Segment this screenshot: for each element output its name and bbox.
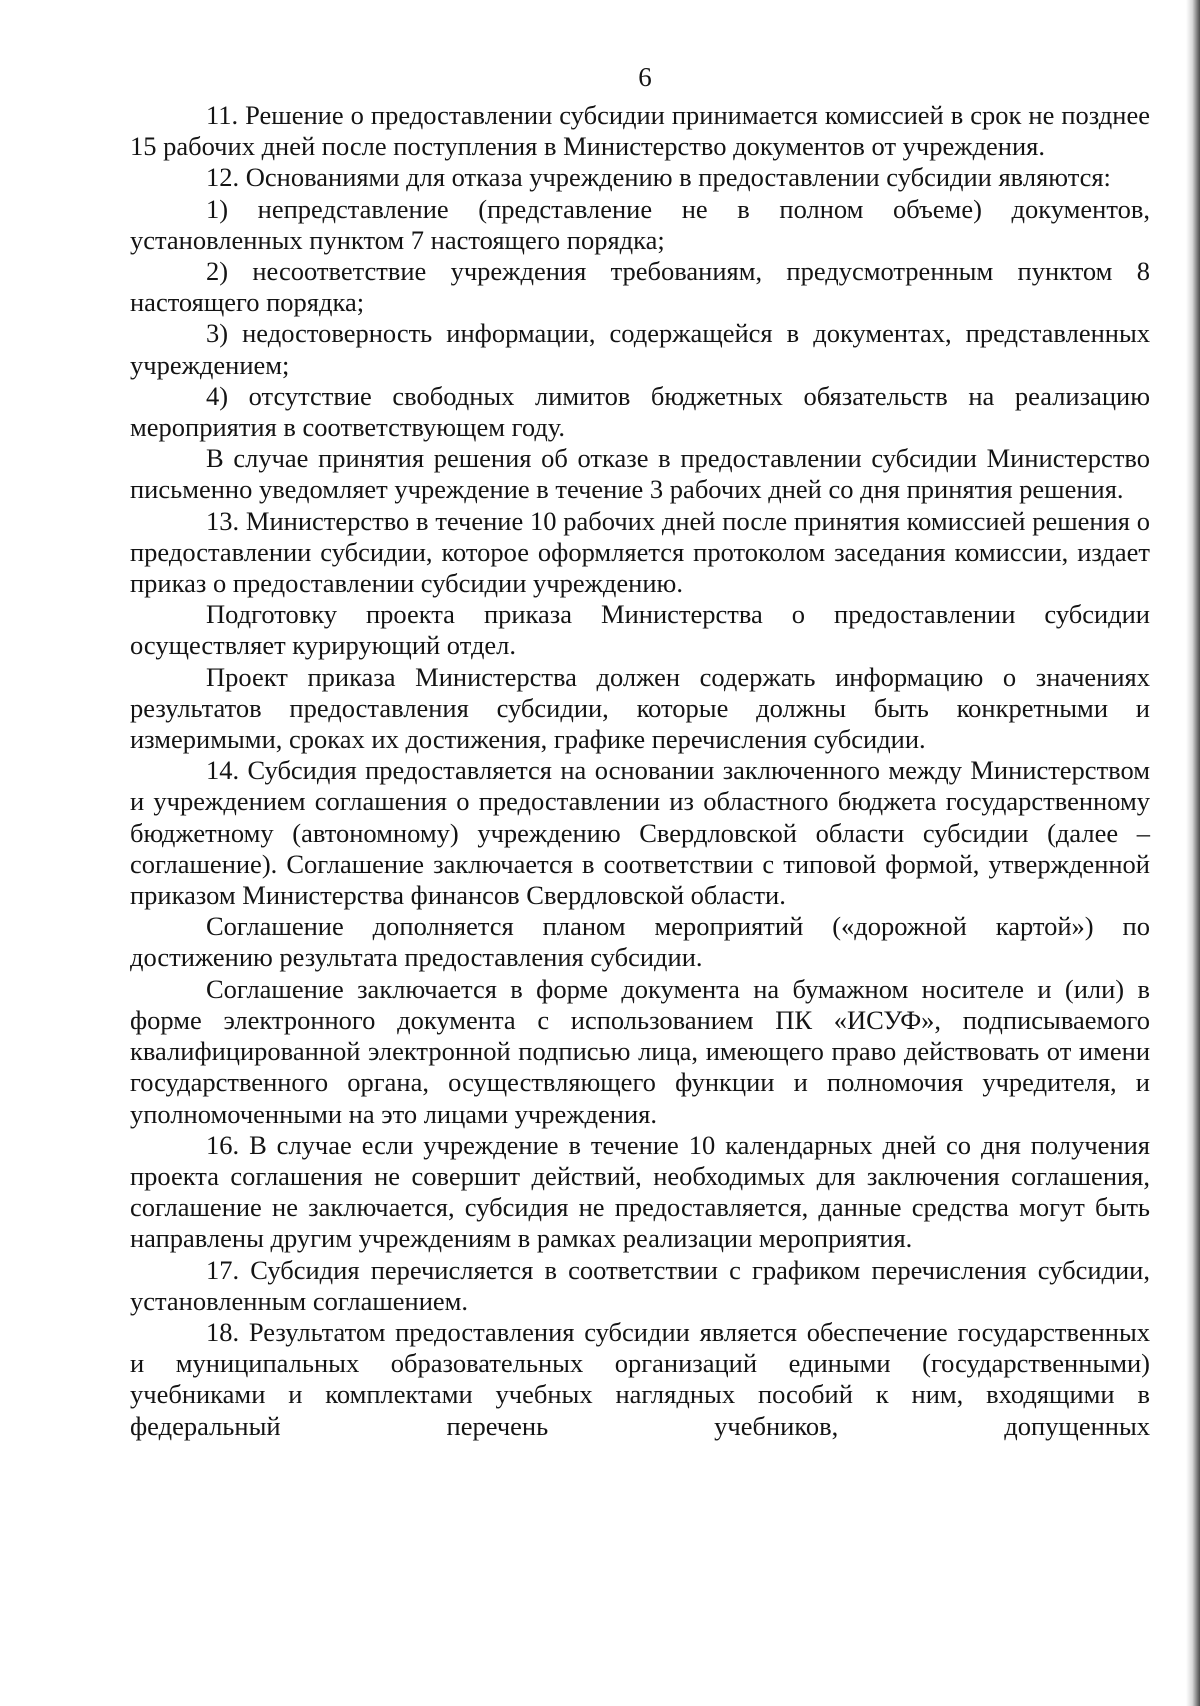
paragraph-12-refusal-grounds: 12. Основаниями для отказа учреждению в предоставлении субсидии являются: — [206, 162, 1111, 193]
scan-edge-shadow — [1186, 0, 1200, 1706]
document-body — [130, 100, 1150, 1442]
paragraph-order-content: Проект приказа Министерства должен содержать информацию о значениях результатов предоставления субсидии, которые должны быть конкретными и измеримыми, сроках их достижения, графике перечисления субсидии. — [130, 661, 1150, 755]
refusal-ground-3: 3) недостоверность информации, содержащейся в документах, представленных учреждением; — [130, 318, 1150, 380]
paragraph-refusal-notification: В случае принятия решения об отказе в предоставлении субсидии Министерство письменно уведомляет учреждение в течение 3 рабочих дней со дня принятия решения. — [130, 443, 1150, 505]
refusal-ground-2: 2) несоответствие учреждения требованиям, предусмотренным пунктом 8 настоящего порядка; — [130, 256, 1150, 318]
refusal-ground-1: 1) непредставление (представление не в полном объеме) документов, установленных пунктом 7 настоящего порядка; — [130, 193, 1150, 255]
paragraph-14-agreement: 14. Субсидия предоставляется на основании заключенного между Министерством и учреждением соглашения о предоставлении из областного бюджета государственному бюджетному (автономному) учреждению Свердловской области субсидии (далее – соглашение). Соглашение заключается в соответствии с типовой формой, утвержденной приказом Министерства финансов Свердловской области. — [130, 755, 1150, 911]
paragraph-13-order: 13. Министерство в течение 10 рабочих дней после принятия комиссией решения о предоставлении субсидии, которое оформляется протоколом заседания комиссии, издает приказ о предоставлении субсидии учреждению. — [130, 505, 1150, 599]
paragraph-roadmap: Соглашение дополняется планом мероприятий («дорожной картой») по достижению результата предоставления субсидии. — [130, 911, 1150, 973]
paragraph-18-result: 18. Результатом предоставления субсидии является обеспечение государственных и муниципальных образовательных организаций едиными (государственными) учебниками и комплектами учебных наглядных пособий к ним, входящими в федеральный перечень учебников, допущенных — [130, 1316, 1150, 1441]
paragraph-17-transfer: 17. Субсидия перечисляется в соответствии с графиком перечисления субсидии, установленным соглашением. — [130, 1254, 1150, 1316]
paragraph-agreement-form: Соглашение заключается в форме документа на бумажном носителе и (или) в форме электронного документа с использованием ПК «ИСУФ», подписываемого квалифицированной электронной подписью лица, имеющего право действовать от имени государственного органа, осуществляющего функции и полномочия учредителя, и уполномоченными на это лицами учреждения. — [130, 973, 1150, 1129]
paragraph-11-decision-deadline: 11. Решение о предоставлении субсидии принимается комиссией в срок не позднее 15 рабочих дней после поступления в Министерство документов от учреждения. — [130, 100, 1150, 162]
refusal-ground-4: 4) отсутствие свободных лимитов бюджетных обязательств на реализацию мероприятия в соответствующем году. — [130, 380, 1150, 443]
paragraph-16-nonsigning: 16. В случае если учреждение в течение 10 календарных дней со дня получения проекта соглашения не совершит действий, необходимых для заключения соглашения, соглашение не заключается, субсидия не предоставляется, данные средства могут быть направлены другим учреждениям в рамках реализации мероприятия. — [130, 1129, 1150, 1254]
page-number: 6 — [638, 62, 652, 92]
paragraph-order-preparation: Подготовку проекта приказа Министерства о предоставлении субсидии осуществляет курирующий отдел. — [130, 599, 1150, 661]
